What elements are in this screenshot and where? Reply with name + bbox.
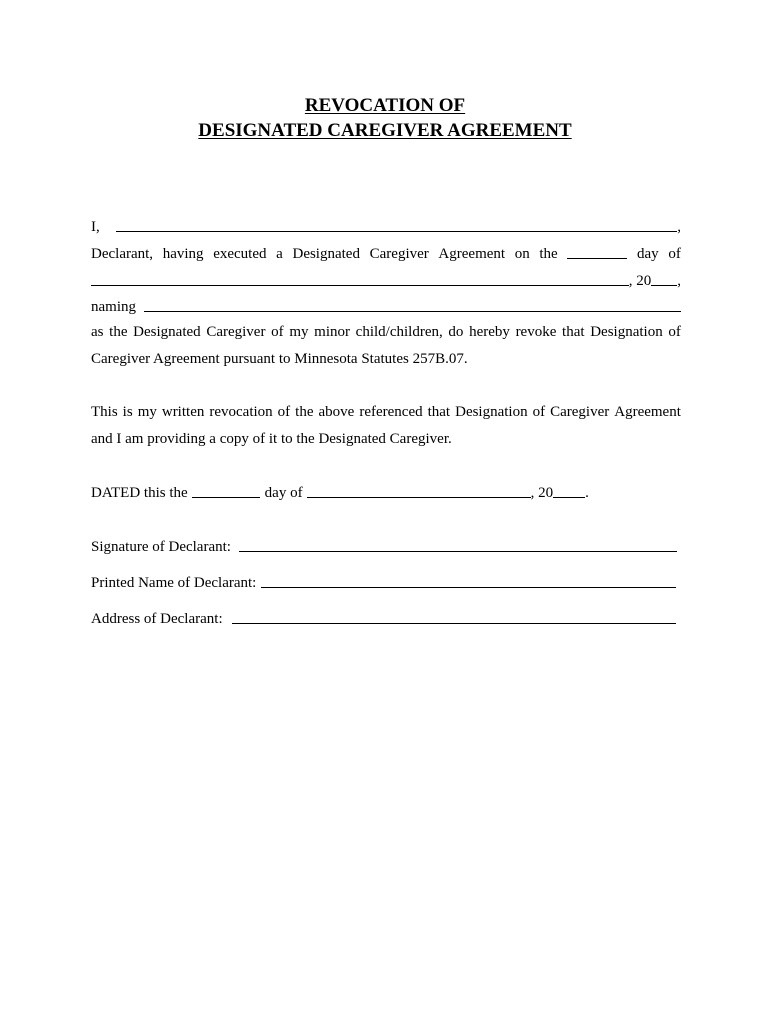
p1-word: the — [109, 324, 128, 340]
declarant-executed-line — [91, 244, 681, 263]
p2-word: written — [161, 404, 205, 420]
agreement-month-line — [91, 271, 681, 290]
i-label: I, — [91, 219, 100, 235]
year-prefix: , 20 — [628, 273, 652, 289]
dated-line — [91, 483, 589, 502]
declarant-word: executed — [213, 246, 267, 262]
day-label: day — [637, 246, 659, 262]
declarant-word: the — [539, 246, 558, 262]
declarant-name-blank[interactable] — [116, 218, 678, 232]
paragraph-1-line-2: Caregiver Agreement pursuant to Minnesota Statutes 257B.07. — [91, 351, 468, 367]
paragraph-2-line-2: and I am providing a copy of it to the Designated Caregiver. — [91, 431, 452, 447]
title-line-1: REVOCATION OF — [304, 95, 466, 116]
paragraph-2-line-1 — [91, 403, 681, 421]
address-label: Address of Declarant: — [91, 611, 223, 627]
p2-word: of — [532, 404, 546, 420]
dated-year-suffix: . — [585, 485, 589, 501]
p2-word: revocation — [209, 404, 273, 420]
declarant-word: Caregiver — [369, 246, 429, 262]
declarant-word: Designated — [292, 246, 360, 262]
dated-year-prefix: , 20 — [530, 485, 554, 501]
p1-word: of — [668, 324, 681, 340]
agreement-year-blank[interactable] — [651, 272, 677, 286]
p1-word: my — [289, 324, 309, 340]
p1-word: child/children, — [355, 324, 443, 340]
title-line-2: DESIGNATED CAREGIVER AGREEMENT — [198, 120, 572, 141]
p1-word: Designated — [133, 324, 201, 340]
signature-line — [91, 537, 677, 556]
naming-line — [91, 297, 681, 316]
p2-word: This — [91, 404, 118, 420]
p2-word: the — [295, 404, 314, 420]
printed-name-label: Printed Name of Declarant: — [91, 575, 257, 591]
p1-word: of — [271, 324, 284, 340]
p1-word: that — [562, 324, 585, 340]
p1-word: hereby — [469, 324, 510, 340]
dated-prefix: DATED this the — [91, 485, 188, 501]
comma: , — [677, 219, 681, 235]
printed-name-blank[interactable] — [261, 574, 676, 588]
agreement-day-blank[interactable] — [567, 245, 627, 259]
dated-month-blank[interactable] — [307, 484, 531, 498]
p1-word: Designation — [590, 324, 663, 340]
declarant-word: Agreement — [438, 246, 506, 262]
declarant-word: on — [514, 246, 530, 262]
dated-year-blank[interactable] — [553, 484, 585, 498]
p2-word: Designation — [455, 404, 528, 420]
address-line — [91, 609, 676, 628]
agreement-month-blank[interactable] — [91, 272, 629, 286]
p2-word: is — [122, 404, 133, 420]
year-suffix: , — [677, 273, 681, 289]
p1-word: minor — [314, 324, 350, 340]
p2-word: referenced — [359, 404, 423, 420]
declarant-word: having — [162, 246, 204, 262]
declarant-name-line — [91, 217, 681, 236]
caregiver-name-blank[interactable] — [144, 298, 681, 312]
declarant-word: Declarant, — [91, 246, 154, 262]
p1-word: as — [91, 324, 104, 340]
paragraph-1-line-1 — [91, 323, 681, 341]
p1-word: revoke — [515, 324, 557, 340]
p1-word: do — [448, 324, 464, 340]
p2-word: that — [427, 404, 451, 420]
dated-day-of: day of — [264, 485, 303, 501]
dated-day-blank[interactable] — [192, 484, 260, 498]
signature-label: Signature of Declarant: — [91, 539, 231, 555]
p1-word: Caregiver — [206, 324, 266, 340]
p2-word: my — [137, 404, 157, 420]
of-label: of — [668, 246, 681, 262]
printed-name-line — [91, 573, 676, 592]
p2-word: of — [277, 404, 291, 420]
p2-word: Agreement — [614, 404, 681, 420]
signature-blank[interactable] — [239, 538, 677, 552]
p2-word: above — [318, 404, 355, 420]
naming-label: naming — [91, 299, 136, 315]
declarant-word: a — [276, 246, 283, 262]
p2-word: Caregiver — [550, 404, 610, 420]
address-blank[interactable] — [232, 610, 676, 624]
